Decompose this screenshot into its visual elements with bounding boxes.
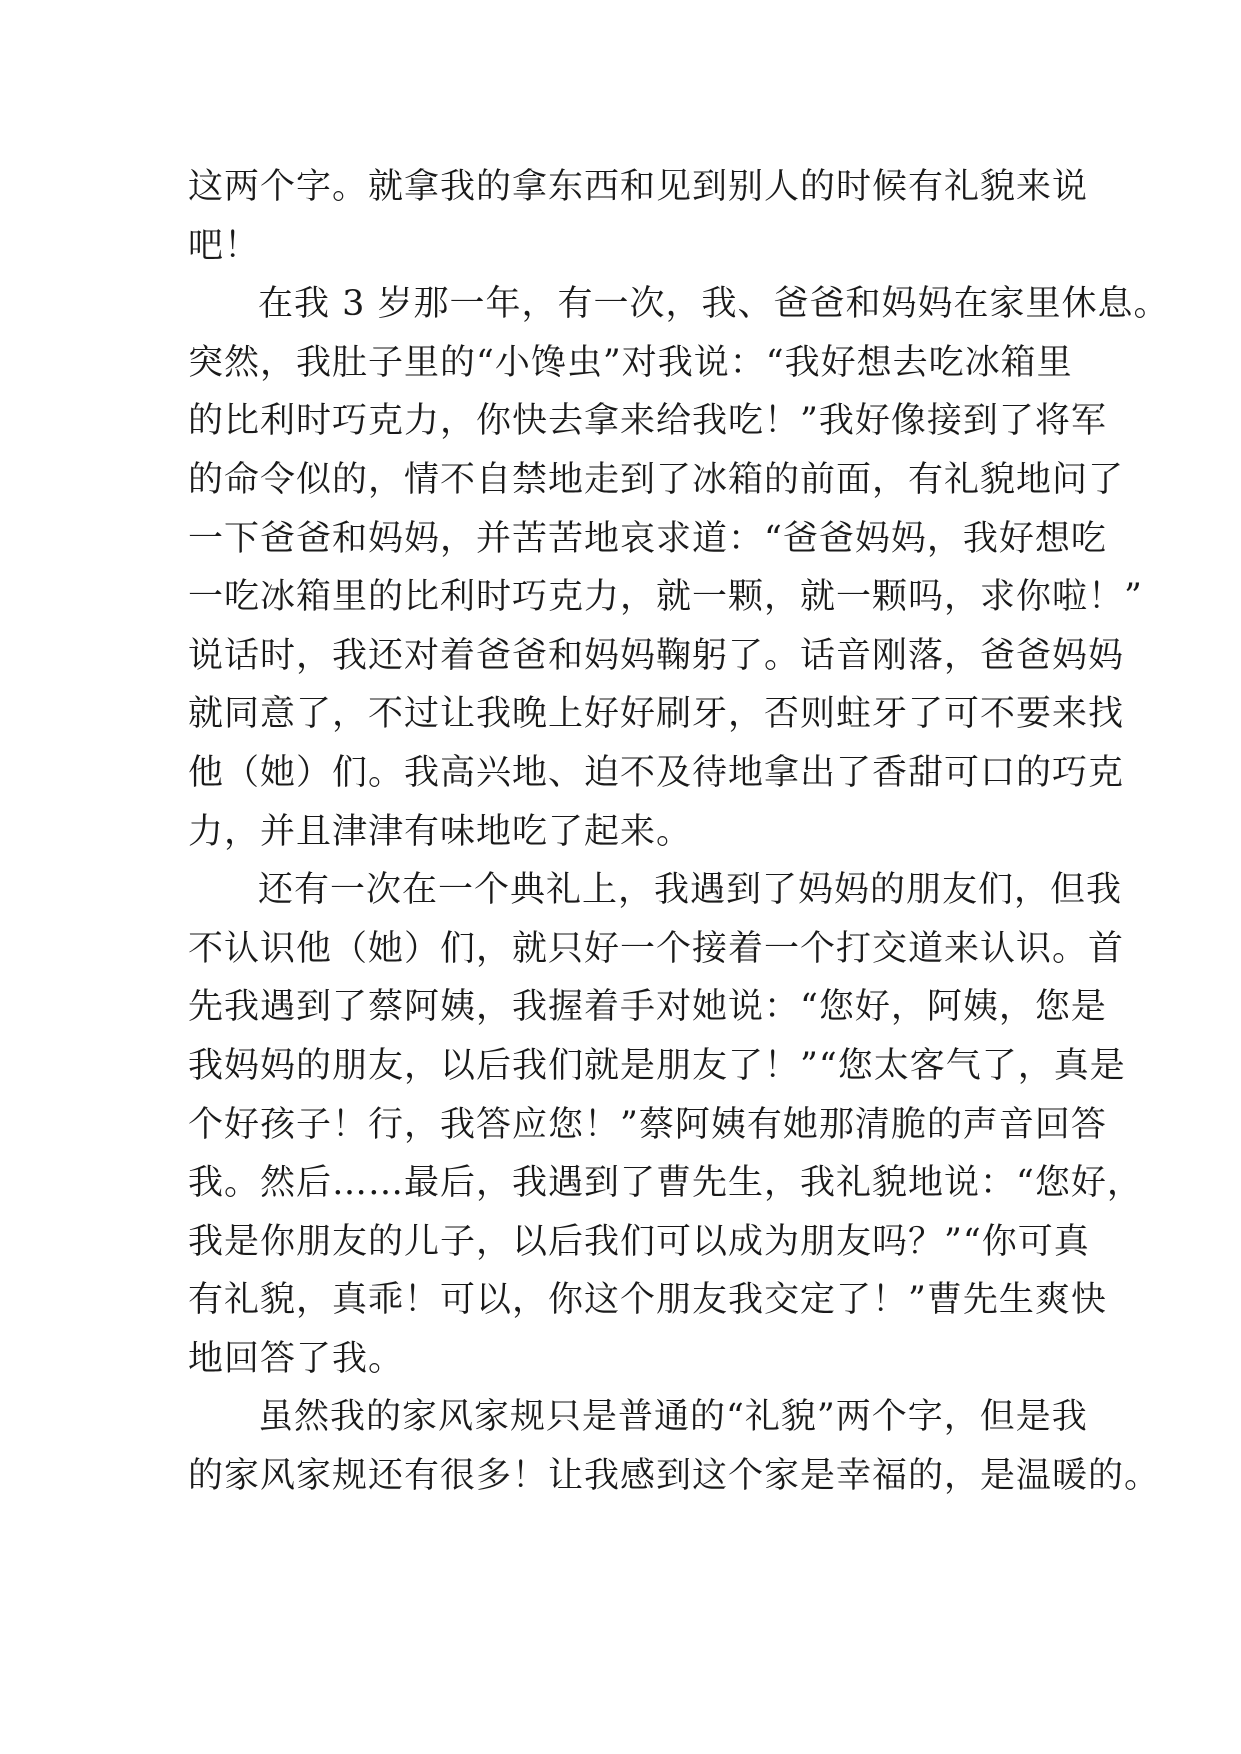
text-line: 这两个字。就拿我的拿东西和见到别人的时候有礼貌来说 (188, 167, 1089, 207)
text-line: 一下爸爸和妈妈，并苦苦地哀求道：“爸爸妈妈，我好想吃 (188, 518, 1107, 559)
text-line: 他（她）们。我高兴地、迫不及待地拿出了香甜可口的巧克 (188, 752, 1125, 793)
text-line: 吧！ (188, 225, 261, 266)
text-line: 的比利时巧克力，你快去拿来给我吃！”我好像接到了将军 (188, 401, 1107, 442)
text-line: 就同意了，不过让我晚上好好刷牙，否则蛀牙了可不要来找 (188, 694, 1125, 735)
text-line: 有礼貌，真乖！可以，你这个朋友我交定了！”曹先生爽快 (188, 1280, 1107, 1321)
text-line: 先我遇到了蔡阿姨，我握着手对她说：“您好，阿姨，您是 (188, 987, 1107, 1028)
text-line: 一吃冰箱里的比利时巧克力，就一颗，就一颗吗，求你啦！” (188, 577, 1143, 618)
text-line: 地回答了我。 (188, 1338, 405, 1379)
text-line: 的命令似的，情不自禁地走到了冰箱的前面，有礼貌地问了 (188, 459, 1125, 500)
text-line: 力，并且津津有味地吃了起来。 (188, 811, 693, 852)
text-line: 虽然我的家风家规只是普通的“礼貌”两个字，但是我 (258, 1397, 1088, 1438)
text-line: 的家风家规还有很多！让我感到这个家是幸福的，是温暖的。 (188, 1456, 1161, 1497)
text-line: 我是你朋友的儿子，以后我们可以成为朋友吗？”“你可真 (188, 1221, 1090, 1262)
text-line: 个好孩子！行，我答应您！”蔡阿姨有她那清脆的声音回答 (188, 1104, 1107, 1145)
text-line: 我。然后……最后，我遇到了曹先生，我礼貌地说：“您好， (188, 1163, 1143, 1204)
text-line: 我妈妈的朋友，以后我们就是朋友了！”“您太客气了，真是 (188, 1045, 1126, 1086)
essay-body (188, 158, 1170, 1506)
text-line: 在我 3 岁那一年，有一次，我、爸爸和妈妈在家里休息。 (258, 284, 1170, 325)
text-line: 还有一次在一个典礼上，我遇到了妈妈的朋友们，但我 (258, 870, 1123, 911)
text-line: 说话时，我还对着爸爸和妈妈鞠躬了。话音刚落，爸爸妈妈 (188, 635, 1125, 676)
text-line: 不认识他（她）们，就只好一个接着一个打交道来认识。首 (188, 928, 1125, 969)
text-line: 突然，我肚子里的“小馋虫”对我说：“我好想去吃冰箱里 (188, 342, 1073, 383)
